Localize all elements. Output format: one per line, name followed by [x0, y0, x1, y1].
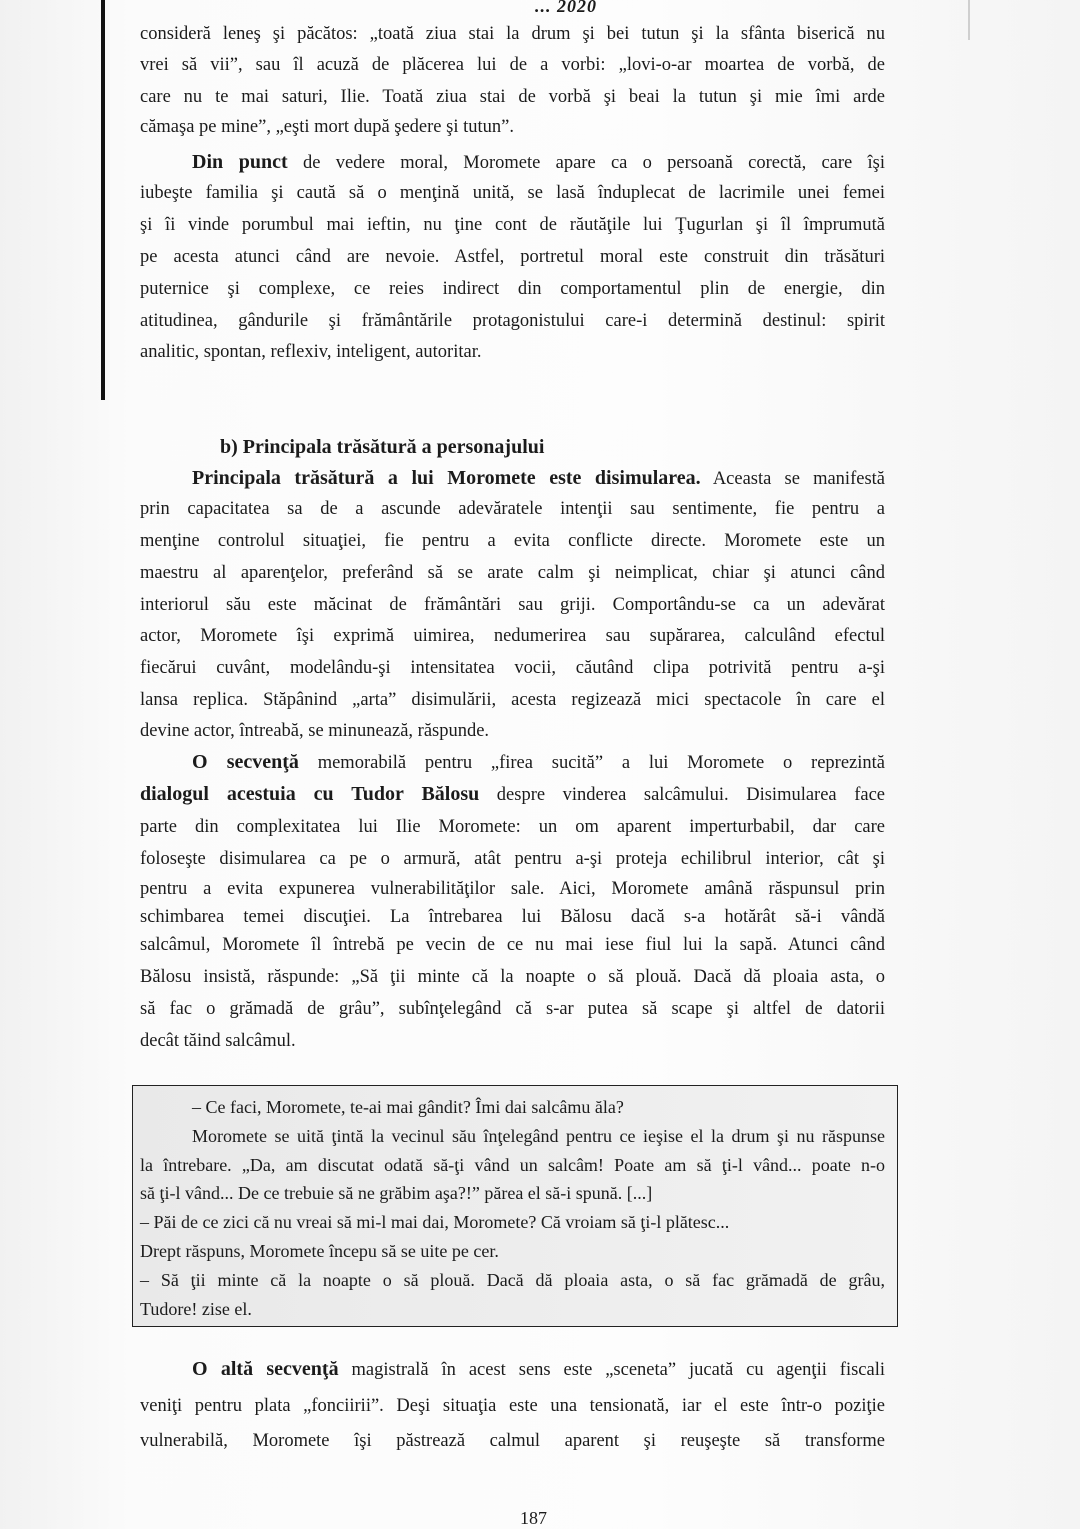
text-run: Drept răspuns, Moromete începu să se uite pe cer.	[140, 1241, 499, 1261]
text-line	[140, 561, 885, 585]
text-run: analitic, spontan, reflexiv, inteligent, autoritar.	[140, 342, 482, 362]
text-line	[140, 529, 885, 553]
text-line	[140, 22, 885, 46]
text-line	[140, 1029, 885, 1053]
page-number: 187	[520, 1508, 547, 1528]
text-line	[140, 85, 885, 109]
text-line	[140, 624, 885, 648]
text-run: – Să ţii minte că la noapte o să plouă. Dacă dă ploaia asta, o să fac grămadă de grâu,	[140, 1270, 885, 1290]
text-line	[140, 656, 885, 680]
text-run: salcâmul, Moromete îl întrebă pe vecin de ce nu mai iese fiul lui la sapă. Atunci când	[140, 935, 885, 955]
text-run: interiorul său este măcinat de frământări sau griji. Comportându-se ca un adevărat	[140, 595, 885, 615]
text-line	[140, 905, 885, 929]
text-line	[140, 997, 885, 1021]
text-run: să ţi-l vând... De ce trebuie să ne grăbim aşa?!” părea el să-i spună. [...]	[140, 1183, 653, 1203]
text-line	[140, 877, 885, 901]
text-line	[140, 245, 885, 269]
text-run: prin capacitatea sa de a ascunde adevăratele intenţii sau sentimente, fie pentru a	[140, 499, 885, 519]
text-run: schimbarea temei discuţiei. La întrebarea lui Bălosu dacă s-a hotărât să-i vândă	[140, 907, 885, 927]
text-line	[140, 1429, 885, 1453]
text-line	[140, 340, 885, 364]
quote-line	[192, 1095, 885, 1119]
quote-line	[140, 1181, 885, 1205]
text-line	[140, 1394, 885, 1418]
quote-line	[140, 1297, 885, 1321]
text-line	[140, 719, 885, 743]
text-run: la întrebare. „Da, am discutat odată să-ţi vând un salcâm! Poate am să ţi-l vând... poate n-o	[140, 1155, 885, 1175]
text-run: Aceasta se manifestă	[700, 469, 885, 489]
bold-text: dialogul acestuia cu Tudor Bălosu	[140, 783, 480, 805]
quote-line	[140, 1268, 885, 1292]
text-run: şi îi vinde porumbul mai ieftin, nu ţine cont de răutăţile lui Ţugurlan şi îl împrumută	[140, 215, 885, 235]
text-line	[140, 115, 885, 139]
text-run: Tudore! zise el.	[140, 1299, 252, 1319]
text-run: actor, Moromete îşi exprimă uimirea, nedumerirea sau supărarea, calculând efectul	[140, 626, 885, 646]
text-run: lansa replica. Stăpânind „arta” disimulării, acesta regizează mici spectacole în care el	[140, 690, 885, 710]
bold-text: O secvenţă	[192, 751, 299, 773]
text-run: devine actor, întreabă, se minunează, răspunde.	[140, 721, 490, 741]
text-line	[140, 593, 885, 617]
text-run: pentru a evita expunerea vulnerabilităţilor sale. Aici, Moromete amână răspunsul prin	[140, 879, 885, 899]
section-heading: b) Principala trăsătură a personajului	[220, 436, 545, 458]
text-line	[140, 933, 885, 957]
text-run: consideră leneş şi păcătos: „toată ziua stai la drum şi bei tutun şi la sfânta biserică nu	[140, 24, 885, 44]
text-run: parte din complexitatea lui Ilie Moromete: un om aparent imperturbabil, dar care	[140, 817, 885, 837]
text-run: Moromete se uită ţintă la vecinul său înţelegând pentru ce ieşise el la drum şi nu răspunse	[192, 1126, 885, 1146]
text-run: vrei să vii”, sau îl acuză de plăcerea lui de a vorbi: „lovi-o-ar moartea de vorbă, de	[140, 55, 885, 75]
text-run: maestru al aparenţelor, preferând să se arate calm şi neimplicat, chiar şi atunci când	[140, 563, 885, 583]
text-line	[140, 847, 885, 871]
running-head: ... 2020	[535, 0, 597, 16]
quote-line	[140, 1153, 885, 1177]
text-line	[192, 1357, 885, 1382]
text-line	[192, 150, 885, 175]
text-run: – Ce faci, Moromete, te-ai mai gândit? Îmi dai salcâmu ăla?	[192, 1097, 624, 1117]
text-line	[140, 213, 885, 237]
text-run: atitudinea, gândurile şi frământările protagonistului care-i determină destinul: spirit	[140, 311, 885, 331]
scan-edge-line	[968, 0, 970, 40]
text-run: vulnerabilă, Moromete îşi păstrează calmul aparent şi reuşeşte să transforme	[140, 1431, 885, 1451]
text-line	[140, 688, 885, 712]
text-run: despre vinderea salcâmului. Disimularea face	[479, 785, 885, 805]
quote-line	[140, 1210, 885, 1234]
text-run: memorabilă pentru „firea sucită” a lui Moromete o reprezintă	[298, 753, 885, 773]
text-line	[140, 309, 885, 333]
text-line	[140, 782, 885, 807]
text-run: să fac o grămadă de grâu”, subînţelegând că s-ar putea să scape şi altfel de datorii	[140, 999, 885, 1019]
text-run: menţine controlul situaţiei, fie pentru a evita conflicte directe. Moromete este un	[140, 531, 885, 551]
text-run: veniţi pentru plata „fonciirii”. Deşi situaţia este una tensionată, iar el este într-o poziţie	[140, 1396, 885, 1416]
text-run: iubeşte familia şi caută să o menţină unită, se lasă înduplecat de lacrimile unei femei	[140, 183, 885, 203]
text-run: Bălosu insistă, răspunde: „Să ţii minte că la noapte o să plouă. Dacă dă ploaia asta, o	[140, 967, 885, 987]
text-run: foloseşte disimularea ca pe o armură, atât pentru a-şi proteja echilibrul interior, cât şi	[140, 849, 885, 869]
text-line	[192, 750, 885, 775]
text-line	[140, 53, 885, 77]
text-run: magistrală în acest sens este „sceneta” jucată cu agenţii fiscali	[338, 1360, 885, 1380]
bold-text: Din punct	[192, 151, 288, 173]
quote-line	[140, 1239, 885, 1263]
text-line	[192, 466, 885, 491]
bold-text: Principala trăsătură a lui Moromete este disimularea.	[192, 467, 701, 489]
text-run: fiecărui cuvânt, modelându-şi intensitatea vocii, căutând clipa potrivită pentru a-şi	[140, 658, 885, 678]
text-line	[140, 965, 885, 989]
quote-line	[192, 1124, 885, 1148]
text-line	[140, 181, 885, 205]
bold-text: O altă secvenţă	[192, 1358, 339, 1380]
text-run: care nu te mai saturi, Ilie. Toată ziua stai de vorbă şi beai la tutun şi mie îmi arde	[140, 87, 885, 107]
text-run: – Păi de ce zici că nu vreai să mi-l mai dai, Moromete? Că vroiam să ţi-l plătesc...	[140, 1212, 730, 1232]
text-run: decât tăind salcâmul.	[140, 1031, 296, 1051]
text-line	[140, 497, 885, 521]
text-run: pe acesta atunci când are nevoie. Astfel, portretul moral este construit din trăsături	[140, 247, 885, 267]
text-run: cămaşa pe mine”, „eşti mort după şedere şi tutun”.	[140, 117, 514, 137]
text-run: puternice şi complexe, ce reies indirect din comportamentul plin de energie, din	[140, 279, 885, 299]
scan-edge-shadow	[101, 0, 105, 400]
text-line	[140, 815, 885, 839]
text-line	[140, 277, 885, 301]
text-run: de vedere moral, Moromete apare ca o persoană corectă, care îşi	[287, 153, 886, 173]
